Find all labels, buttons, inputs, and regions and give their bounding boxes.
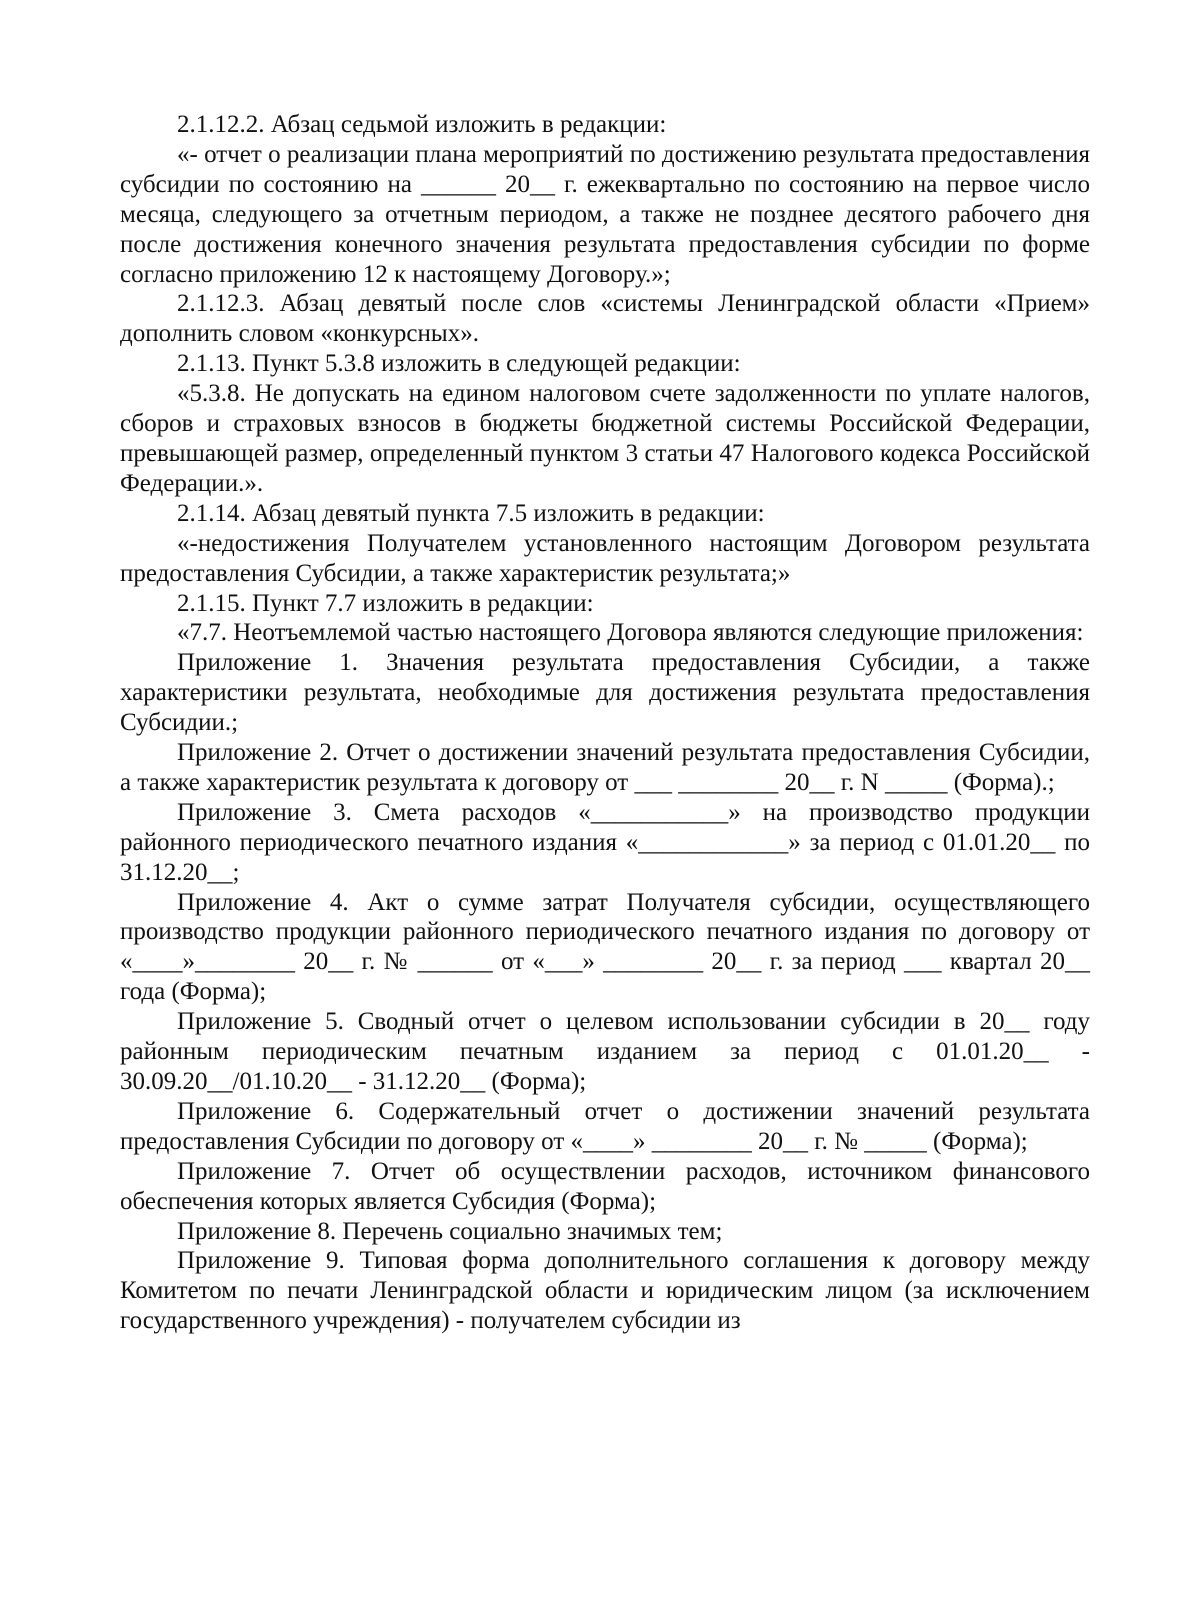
paragraph-non-achievement: «-недостижения Получателем установленного настоящим Договором результата предоставления Субсидии, а также характеристик результата;»	[120, 529, 1090, 587]
appendix-2: Приложение 2. Отчет о достижении значений результата предоставления Субсидии, а также характеристик результата к договору от ___ ________ 20__ г. N _____ (Форма).;	[120, 739, 1090, 796]
appendix-6: Приложение 6. Содержательный отчет о достижении значений результата предоставления Субсидии по договору от «____» ________ 20__ г. № _____ (Форма);	[120, 1097, 1090, 1155]
paragraph-2-1-12-2: 2.1.12.2. Абзац седьмой изложить в редакции:	[177, 111, 667, 138]
paragraph-2-1-14: 2.1.14. Абзац девятый пункта 7.5 изложить в редакции:	[177, 499, 765, 527]
appendix-5: Приложение 5. Сводный отчет о целевом использовании субсидии в 20__ году районным периодическим печатным изданием за период с 01.01.20__ - 30.09.20__/01.10.20__ - 31.12.20__ (Форма);	[120, 1008, 1090, 1095]
paragraph-7-7: «7.7. Неотъемлемой частью настоящего Договора являются следующие приложения:	[177, 619, 1084, 647]
appendix-7: Приложение 7. Отчет об осуществлении расходов, источником финансового обеспечения которых является Субсидия (Форма);	[120, 1157, 1090, 1215]
document-page	[120, 110, 1090, 1336]
paragraph-2-1-12-3: 2.1.12.3. Абзац девятый после слов «системы Ленинградской области «Прием» дополнить словом «конкурсных».	[120, 290, 1090, 348]
paragraph-5-3-8: «5.3.8. Не допускать на едином налоговом счете задолженности по уплате налогов, сборов и страховых взносов в бюджеты бюджетной системы Российской Федерации, превышающей размер, определенный пунктом 3 статьи 47 Налогового кодекса Российской Федерации.».	[120, 380, 1090, 497]
paragraph-2-1-15: 2.1.15. Пункт 7.7 изложить в редакции:	[177, 589, 594, 617]
paragraph-report-clause: «- отчет о реализации плана мероприятий по достижению результата предоставления субсидии по состоянию на ______ 20__ г. ежеквартально по состоянию на первое число месяца, следующего за отчетным периодом, а также не позднее десятого рабочего дня после достижения конечного значения результата предоставления субсидии по форме согласно приложению 12 к настоящему Договору.»;	[120, 140, 1090, 288]
appendix-4: Приложение 4. Акт о сумме затрат Получателя субсидии, осуществляющего производство продукции районного периодического печатного издания по договору от «____»________ 20__ г. № ______ от «___» ________ 20__ г. за период ___ квартал 20__ года (Форма);	[120, 888, 1090, 1006]
paragraph-2-1-13: 2.1.13. Пункт 5.3.8 изложить в следующей редакции:	[177, 350, 741, 378]
appendix-9: Приложение 9. Типовая форма дополнительного соглашения к договору между Комитетом по печати Ленинградской области и юридическим лицом (за исключением государственного учреждения) - получателем субсидии из	[120, 1247, 1090, 1335]
appendix-8: Приложение 8. Перечень социально значимых тем;	[177, 1217, 723, 1245]
appendix-1: Приложение 1. Значения результата предоставления Субсидии, а также характеристики результата, необходимые для достижения результата предоставления Субсидии.;	[120, 649, 1090, 737]
appendix-3: Приложение 3. Смета расходов «___________» на производство продукции районного периодического печатного издания «____________» за период с 01.01.20__ по 31.12.20__;	[120, 798, 1090, 886]
